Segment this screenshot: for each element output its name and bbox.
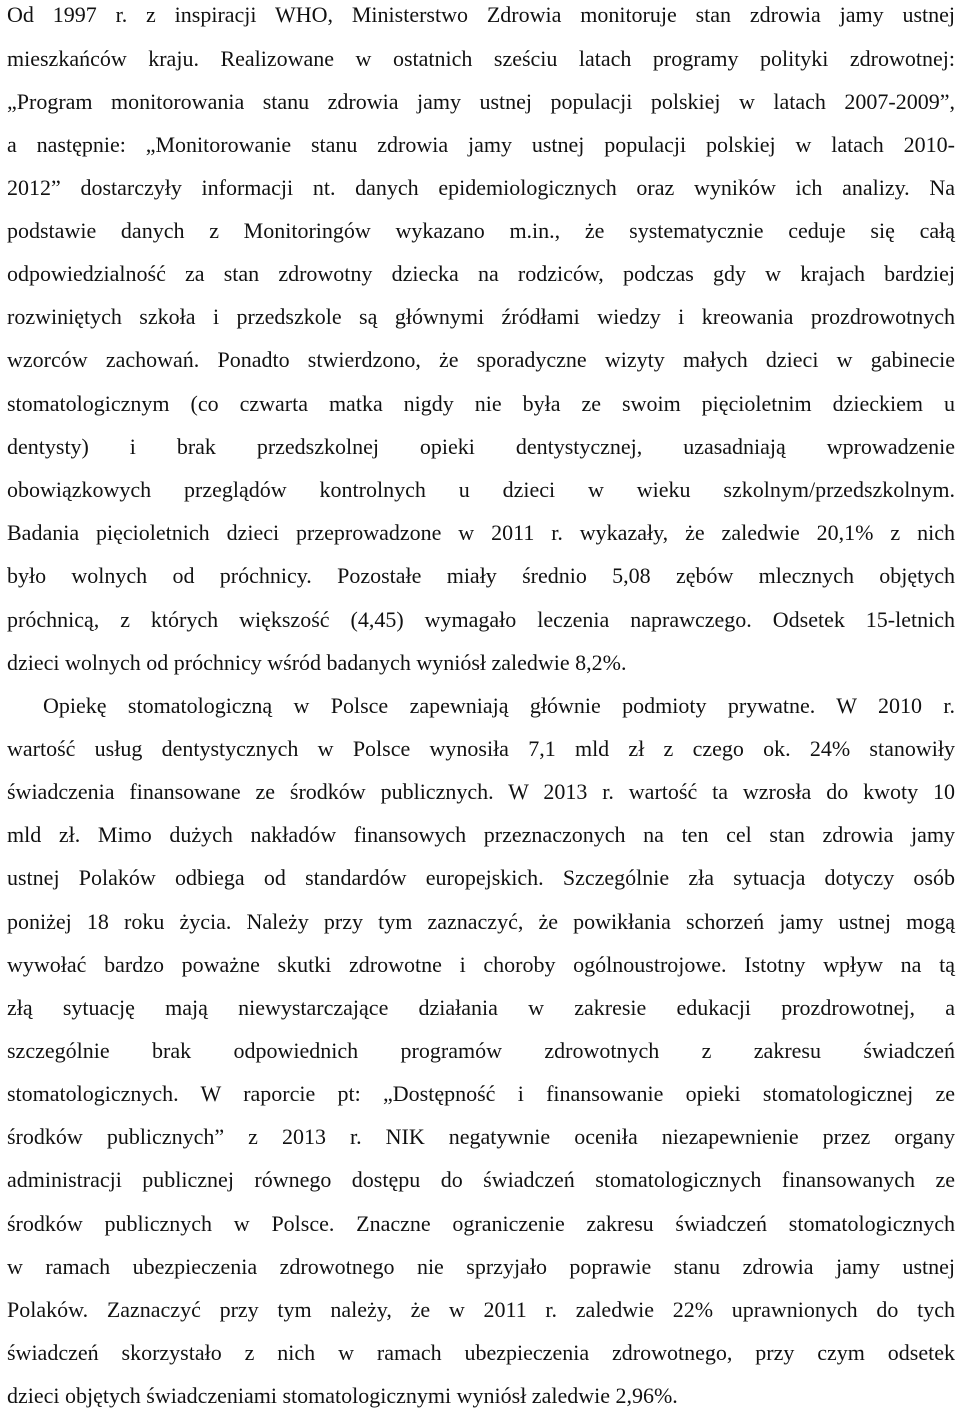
text-line: Polaków. Zaznaczyć przy tym należy, że w 2011 r. zaledwie 22% uprawnionych do tych xyxy=(7,1297,955,1322)
text-line: Od 1997 r. z inspiracji WHO, Ministerstwo Zdrowia monitoruje stan zdrowia jamy ustnej xyxy=(7,2,955,27)
text-line: szczególnie brak odpowiednich programów zdrowotnych z zakresu świadczeń xyxy=(7,1038,955,1063)
text-line: rozwiniętych szkoła i przedszkole są głównymi źródłami wiedzy i kreowania prozdrowotnych xyxy=(7,304,955,329)
text-line: mld zł. Mimo dużych nakładów finansowych przeznaczonych na ten cel stan zdrowia jamy xyxy=(7,822,955,847)
text-line: wartość usług dentystycznych w Polsce wynosiła 7,1 mld zł z czego ok. 24% stanowiły xyxy=(7,736,955,761)
text-line: „Program monitorowania stanu zdrowia jamy ustnej populacji polskiej w latach 2007-2009”, xyxy=(7,89,955,114)
text-line: środków publicznych” z 2013 r. NIK negatywnie oceniła niezapewnienie przez organy xyxy=(7,1124,955,1149)
text-line: obowiązkowych przeglądów kontrolnych u dzieci w wieku szkolnym/przedszkolnym. xyxy=(7,477,955,502)
text-line: wzorców zachowań. Ponadto stwierdzono, że sporadyczne wizyty małych dzieci w gabinecie xyxy=(7,347,955,372)
text-line: poniżej 18 roku życia. Należy przy tym zaznaczyć, że powikłania schorzeń jamy ustnej mogą xyxy=(7,909,955,934)
text-line: wywołać bardzo poważne skutki zdrowotne i choroby ogólnoustrojowe. Istotny wpływ na tą xyxy=(7,952,955,977)
text-line: złą sytuację mają niewystarczające działania w zakresie edukacji prozdrowotnej, a xyxy=(7,995,955,1020)
text-line: próchnicą, z których większość (4,45) wymagało leczenia naprawczego. Odsetek 15-letnich xyxy=(7,607,955,632)
text-line: świadczeń skorzystało z nich w ramach ubezpieczenia zdrowotnego, przy czym odsetek xyxy=(7,1340,955,1365)
text-line: świadczenia finansowane ze środków publicznych. W 2013 r. wartość ta wzrosła do kwoty 10 xyxy=(7,779,955,804)
text-line: środków publicznych w Polsce. Znaczne ograniczenie zakresu świadczeń stomatologicznych xyxy=(7,1211,955,1236)
text-line: podstawie danych z Monitoringów wykazano m.in., że systematycznie ceduje się całą xyxy=(7,218,955,243)
text-line: ustnej Polaków odbiega od standardów europejskich. Szczególnie zła sytuacja dotyczy osób xyxy=(7,865,955,890)
text-line: dentysty) i brak przedszkolnej opieki dentystycznej, uzasadniają wprowadzenie xyxy=(7,434,955,459)
text-line: dzieci wolnych od próchnicy wśród badanych wyniósł zaledwie 8,2%. xyxy=(7,650,627,675)
text-line: administracji publicznej równego dostępu do świadczeń stomatologicznych finansowanych ze xyxy=(7,1167,955,1192)
text-line: w ramach ubezpieczenia zdrowotnego nie sprzyjało poprawie stanu zdrowia jamy ustnej xyxy=(7,1254,955,1279)
text-line: Badania pięcioletnich dzieci przeprowadzone w 2011 r. wykazały, że zaledwie 20,1% z nich xyxy=(7,520,955,545)
text-line: stomatologicznym (co czwarta matka nigdy nie była ze swoim pięcioletnim dzieckiem u xyxy=(7,391,955,416)
text-line: dzieci objętych świadczeniami stomatologicznymi wyniósł zaledwie 2,96%. xyxy=(7,1383,678,1408)
text-line: a następnie: „Monitorowanie stanu zdrowia jamy ustnej populacji polskiej w latach 2010- xyxy=(7,132,955,157)
text-line: stomatologicznych. W raporcie pt: „Dostępność i finansowanie opieki stomatologicznej ze xyxy=(7,1081,955,1106)
text-line: Opiekę stomatologiczną w Polsce zapewniają głównie podmioty prywatne. W 2010 r. xyxy=(43,693,955,718)
text-line: odpowiedzialność za stan zdrowotny dziecka na rodziców, podczas gdy w krajach bardziej xyxy=(7,261,955,286)
text-line: było wolnych od próchnicy. Pozostałe miały średnio 5,08 zębów mlecznych objętych xyxy=(7,563,955,588)
text-line: 2012” dostarczyły informacji nt. danych epidemiologicznych oraz wyników ich analizy. Na xyxy=(7,175,955,200)
text-line: mieszkańców kraju. Realizowane w ostatnich sześciu latach programy polityki zdrowotnej: xyxy=(7,46,955,71)
